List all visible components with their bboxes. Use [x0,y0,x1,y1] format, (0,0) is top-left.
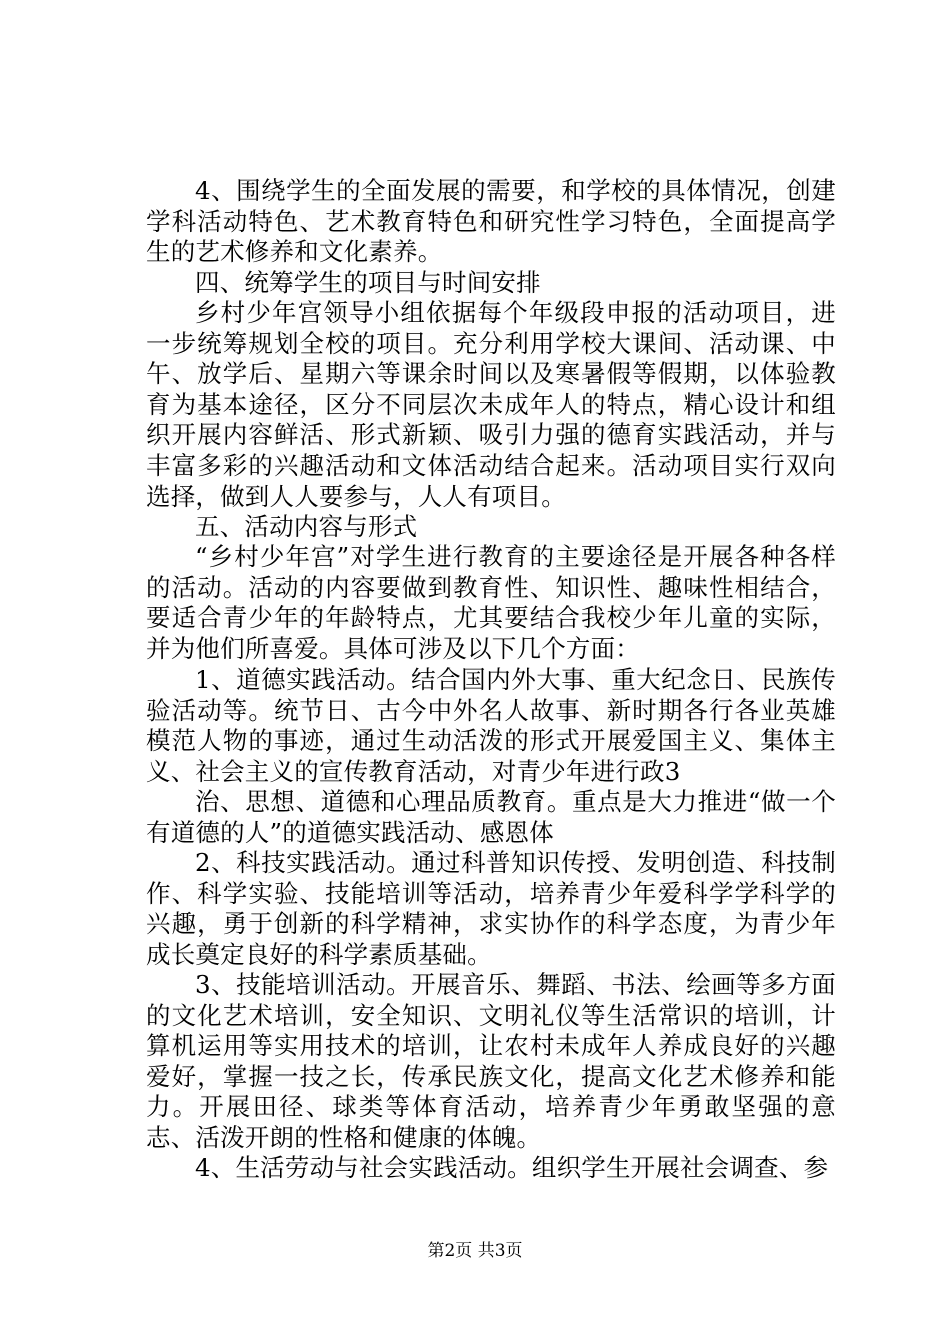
paragraph-4: 1、道德实践活动。结合国内外大事、重大纪念日、民族传验活动等。统节日、古今中外名人故事、新时期各行各业英雄模范人物的事迹，通过生动活泼的形式开展爱国主义、集体主义、社会主义的宣传教育活动，对青少年进行政3 [146,665,836,786]
section-heading-5: 五、活动内容与形式 [195,512,418,541]
paragraph-1: 4、围绕学生的全面发展的需要，和学校的具体情况，创建学科活动特色、艺术教育特色和研究性学习特色，全面提高学生的艺术修养和文化素养。 [146,176,836,267]
paragraph-3: “乡村少年宫”对学生进行教育的主要途径是开展各种各样的活动。活动的内容要做到教育性、知识性、趣味性相结合，要适合青少年的年龄特点，尤其要结合我校少年儿童的实际，并为他们所喜爱。具体可涉及以下几个方面： [146,542,836,663]
paragraph-7: 3、技能培训活动。开展音乐、舞蹈、书法、绘画等多方面的文化艺术培训，安全知识、文明礼仪等生活常识的培训，计算机运用等实用技术的培训，让农村未成年人养成良好的兴趣爱好，掌握一技之长，传承民族文化，提高文化艺术修养和能力。开展田径、球类等体育活动，培养青少年勇敢坚强的意志、活泼开朗的性格和健康的体魄。 [146,970,836,1152]
section-heading-4: 四、统筹学生的项目与时间安排 [195,268,541,297]
paragraph-2: 乡村少年宫领导小组依据每个年级段申报的活动项目，进一步统筹规划全校的项目。充分利用学校大课间、活动课、中午、放学后、星期六等课余时间以及寒暑假等假期，以体验教育为基本途径，区分不同层次未成年人的特点，精心设计和组织开展内容鲜活、形式新颖、吸引力强的德育实践活动，并与丰富多彩的兴趣活动和文体活动结合起来。活动项目实行双向选择，做到人人要参与，人人有项目。 [146,298,836,511]
paragraph-5: 治、思想、道德和心理品质教育。重点是大力推进“做一个有道德的人”的道德实践活动、感恩体 [146,787,836,847]
paragraph-6: 2、科技实践活动。通过科普知识传授、发明创造、科技制作、科学实验、技能培训等活动，培养青少年爱科学学科学的兴趣，勇于创新的科学精神，求实协作的科学态度，为青少年成长奠定良好的科学素质基础。 [146,848,836,969]
paragraph-8: 4、生活劳动与社会实践活动。组织学生开展社会调查、参 [195,1153,829,1182]
page-footer: 第2页 共3页 [427,1241,523,1261]
